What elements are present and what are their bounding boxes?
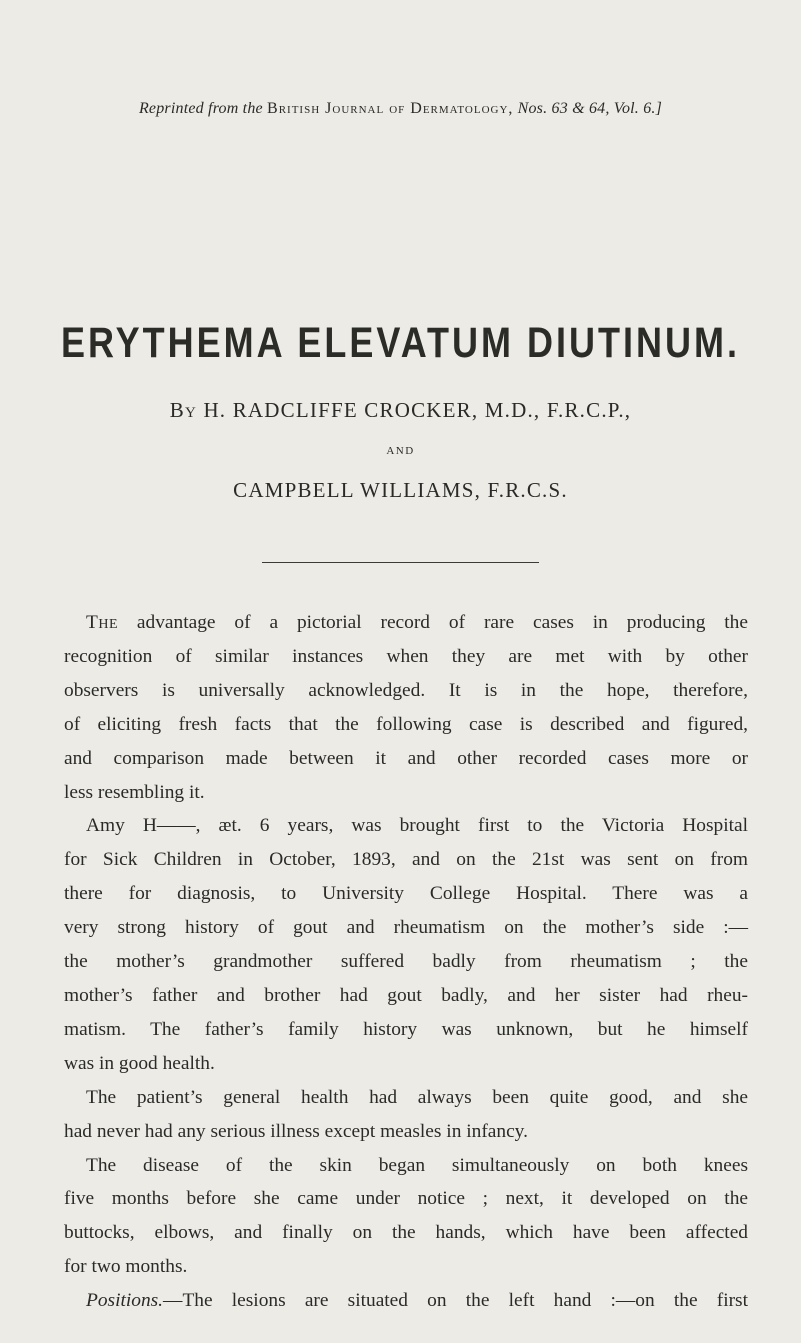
body-line: very strong history of gout and rheumatism on the mother’s side :— xyxy=(64,917,748,939)
author2: CAMPBELL WILLIAMS, F.R.C.S. xyxy=(233,478,568,502)
body-line: buttocks, elbows, and finally on the hands, which have been affected xyxy=(64,1222,748,1244)
body-line: recognition of similar instances when they are met with by other xyxy=(64,645,748,667)
body-line: observers is universally acknowledged. It is in the hope, therefore, xyxy=(64,679,748,701)
by-word: By xyxy=(169,398,197,422)
positions-label: Positions. xyxy=(86,1290,164,1312)
body-line: had never had any serious illness except measles in infancy. xyxy=(64,1120,528,1142)
journal-name: British Journal of Dermatology, xyxy=(267,100,514,117)
body-line xyxy=(64,1284,748,1318)
positions-text: —The lesions are situated on the left hand :—on the first xyxy=(163,1290,748,1312)
lead-word: The xyxy=(86,612,119,633)
body-line: there for diagnosis, to University College Hospital. There was a xyxy=(64,883,748,905)
body-line: five months before she came under notice ; next, it developed on the xyxy=(64,1188,748,1210)
reprint-prefix: Reprinted from the xyxy=(138,100,263,117)
body-line: less resembling it. xyxy=(64,781,205,803)
body-line: for two months. xyxy=(64,1256,188,1278)
article-title: ERYTHEMA ELEVATUM DIUTINUM. xyxy=(61,318,740,367)
body-line xyxy=(64,606,748,640)
body-line: matism. The father’s family history was unknown, but he himself xyxy=(64,1018,748,1040)
article-body xyxy=(64,606,748,1318)
body-line: mother’s father and brother had gout badly, and her sister had rheu- xyxy=(64,984,748,1006)
issue-info: Nos. 63 & 64, Vol. 6.] xyxy=(517,100,663,117)
and-separator: AND xyxy=(386,445,415,457)
author1: H. RADCLIFFE CROCKER, M.D., F.R.C.P., xyxy=(203,398,632,422)
body-line: Amy H——, æt. 6 years, was brought first to the Victoria Hospital xyxy=(86,815,748,837)
line-text: advantage of a pictorial record of rare cases in producing the xyxy=(118,612,748,633)
reprint-header xyxy=(0,100,801,118)
divider-rule xyxy=(262,562,539,563)
body-line: for Sick Children in October, 1893, and on the 21st was sent on from xyxy=(64,849,748,871)
body-line: The disease of the skin began simultaneously on both knees xyxy=(86,1154,748,1176)
body-line: the mother’s grandmother suffered badly from rheumatism ; the xyxy=(64,951,748,973)
body-line: and comparison made between it and other recorded cases more or xyxy=(64,747,748,769)
byline-author1 xyxy=(0,398,801,423)
body-line: was in good health. xyxy=(64,1052,215,1074)
body-line: of eliciting fresh facts that the following case is described and figured, xyxy=(64,713,748,735)
body-line: The patient’s general health had always been quite good, and she xyxy=(86,1086,748,1108)
